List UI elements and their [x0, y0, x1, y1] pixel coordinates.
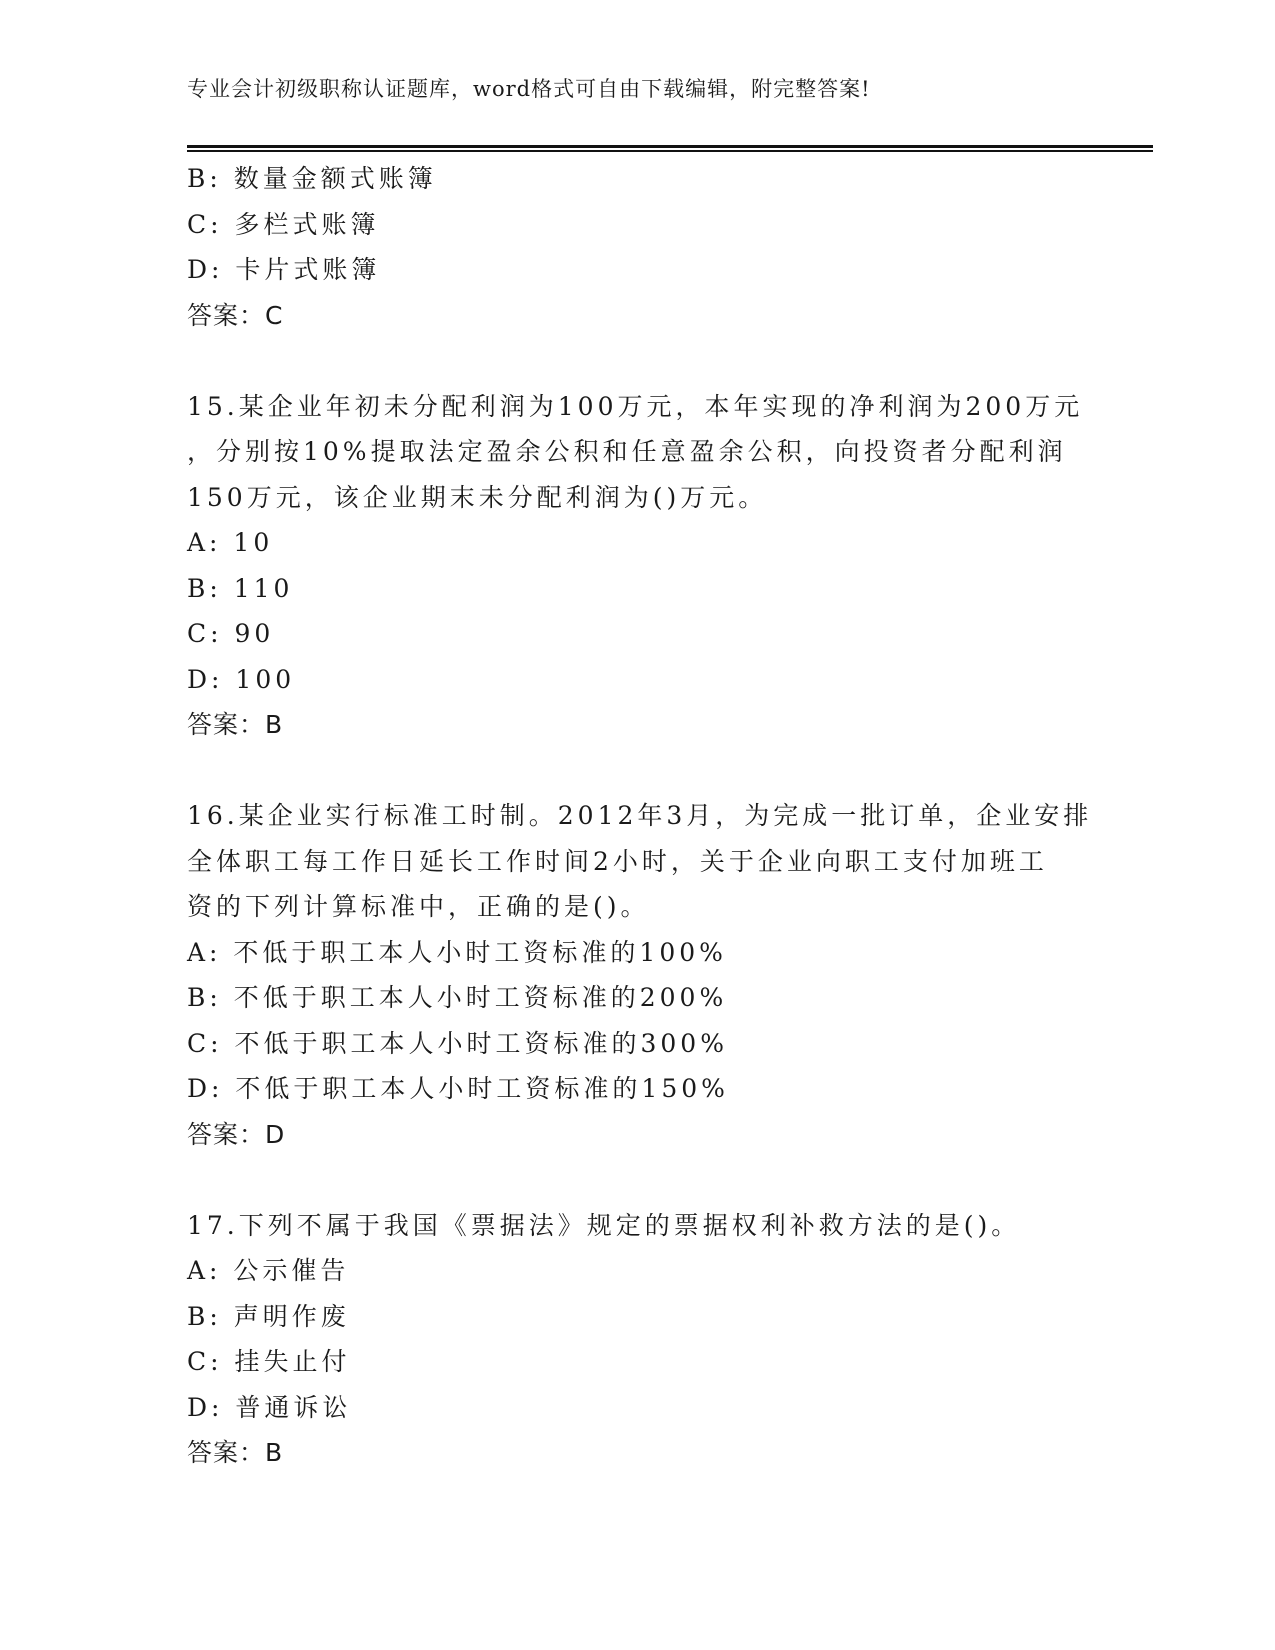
option-b: B: 不低于职工本人小时工资标准的200%: [187, 983, 728, 1012]
answer-line: 答案：C: [187, 300, 284, 330]
question-stem-line: 资的下列计算标准中，正确的是()。: [187, 892, 650, 921]
option-b: B: 110: [187, 573, 294, 603]
option-c: C: 多栏式账簿: [187, 209, 380, 239]
question-stem-line: ，分别按10%提取法定盈余公积和任意盈余公积，向投资者分配利润: [187, 437, 1067, 466]
option-d: D: 卡片式账簿: [187, 255, 381, 284]
answer-line: 答案：D: [187, 1119, 286, 1149]
option-d: D: 100: [187, 664, 296, 694]
option-d: D: 不低于职工本人小时工资标准的150%: [187, 1074, 729, 1103]
question-16: [187, 793, 1093, 1157]
option-c: C: 不低于职工本人小时工资标准的300%: [187, 1028, 728, 1058]
page-header: 专业会计初级职称认证题库，word格式可自由下载编辑，附完整答案!: [187, 77, 871, 101]
header-divider-thick: [187, 145, 1153, 148]
answer-line: 答案：B: [187, 710, 284, 739]
option-a: A: 不低于职工本人小时工资标准的100%: [187, 937, 727, 967]
question-15: [187, 384, 1087, 748]
header-divider: [187, 145, 1153, 152]
question-stem-line: 全体职工每工作日延长工作时间2小时，关于企业向职工支付加班工: [187, 846, 1048, 876]
question-stem-line: 16.某企业实行标准工时制。2012年3月，为完成一批订单，企业安排: [187, 801, 1093, 830]
option-c: C: 90: [187, 619, 275, 648]
header-divider-thin: [187, 150, 1153, 152]
question-stem-line: 15.某企业年初未分配利润为100万元，本年实现的净利润为200万元: [187, 391, 1084, 421]
document-body: [187, 156, 1093, 1476]
answer-line: 答案：B: [187, 1438, 284, 1467]
option-a: A: 10: [187, 528, 274, 557]
question-14-continued: [187, 156, 1087, 338]
option-b: B: 声明作废: [187, 1301, 350, 1331]
option-c: C: 挂失止付: [187, 1347, 351, 1376]
option-b: B: 数量金额式账簿: [187, 164, 437, 193]
question-stem-line: 150万元，该企业期末未分配利润为()万元。: [187, 482, 768, 512]
question-stem-line: 17.下列不属于我国《票据法》规定的票据权利补救方法的是()。: [187, 1210, 1021, 1240]
option-a: A: 公示催告: [187, 1256, 350, 1285]
question-17: [187, 1203, 1087, 1476]
option-d: D: 普通诉讼: [187, 1392, 352, 1422]
